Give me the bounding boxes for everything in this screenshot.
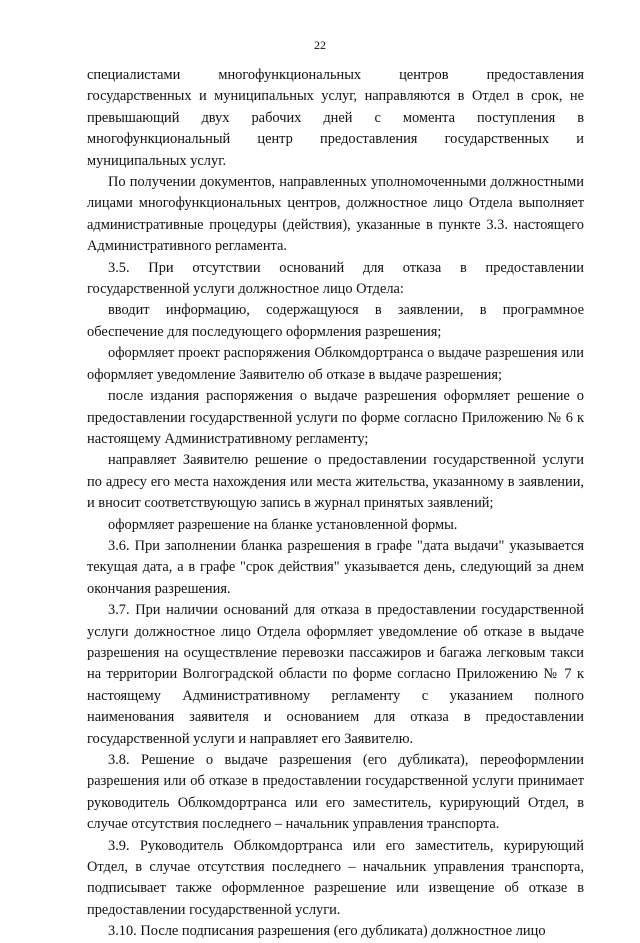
paragraph: 3.10. После подписания разрешения (его дубликата) должностное лицо [108, 923, 546, 940]
paragraph: 3.7. При наличии оснований для отказа в предоставлении государственной услуги должностное лицо Отдела оформляет уведомление об отказе в выдаче разрешения на осуществление перевозки пассажиров и багажа легковым такси на территории Волгоградской области по форме согласно Приложению № 7 к настоящему Административному регламенту с указанием полного наименования заявителя и основанием для отказа в предоставлении государственной услуги и направляет его Заявителю. [87, 602, 584, 747]
paragraph: вводит информацию, содержащуюся в заявлении, в программное обеспечение для последующего оформления разрешения; [87, 302, 584, 340]
paragraph: 3.9. Руководитель Облкомдортранса или его заместитель, курирующий Отдел, в случае отсутствия последнего – начальник управления транспорта, подписывает также оформленное разрешение или извещение об отказе в предоставлении государственной услуги. [87, 837, 584, 918]
paragraph: специалистами многофункциональных центров предоставления государственных и муниципальных услуг, направляются в Отдел в срок, не превышающий двух рабочих дней с момента поступления в многофункциональный центр предоставления государственных и муниципальных услуг. [87, 67, 584, 169]
paragraph: оформляет разрешение на бланке установленной формы. [108, 516, 458, 533]
paragraph: 3.6. При заполнении бланка разрешения в графе "дата выдачи" указывается текущая дата, а в графе "срок действия" указывается день, следующий за днем окончания разрешения. [87, 537, 584, 597]
page-number: 22 [314, 38, 326, 52]
document-body [87, 65, 584, 943]
paragraph: оформляет проект распоряжения Облкомдортранса о выдаче разрешения или оформляет уведомление Заявителю об отказе в выдаче разрешения; [87, 345, 584, 383]
paragraph: 3.8. Решение о выдаче разрешения (его дубликата), переоформлении разрешения или об отказе в предоставлении государственной услуги принимает руководитель Облкомдортранса или его заместитель, курирующий Отдел, в случае отсутствия последнего – начальник управления транспорта. [87, 752, 584, 833]
paragraph: 3.5. При отсутствии оснований для отказа в предоставлении государственной услуги должностное лицо Отдела: [87, 259, 584, 298]
paragraph: после издания распоряжения о выдаче разрешения оформляет решение о предоставлении государственной услуги по форме согласно Приложению № 6 к настоящему Административному регламенту; [87, 388, 584, 447]
paragraph: направляет Заявителю решение о предоставлении государственной услуги по адресу его места нахождения или места жительства, указанному в заявлении, и вносит соответствующую запись в журнал принятых заявлений; [87, 452, 584, 512]
paragraph: По получении документов, направленных уполномоченными должностными лицами многофункциональных центров, должностное лицо Отдела выполняет административные процедуры (действия), указанные в пункте 3.3. настоящего Административного регламента. [87, 174, 584, 255]
